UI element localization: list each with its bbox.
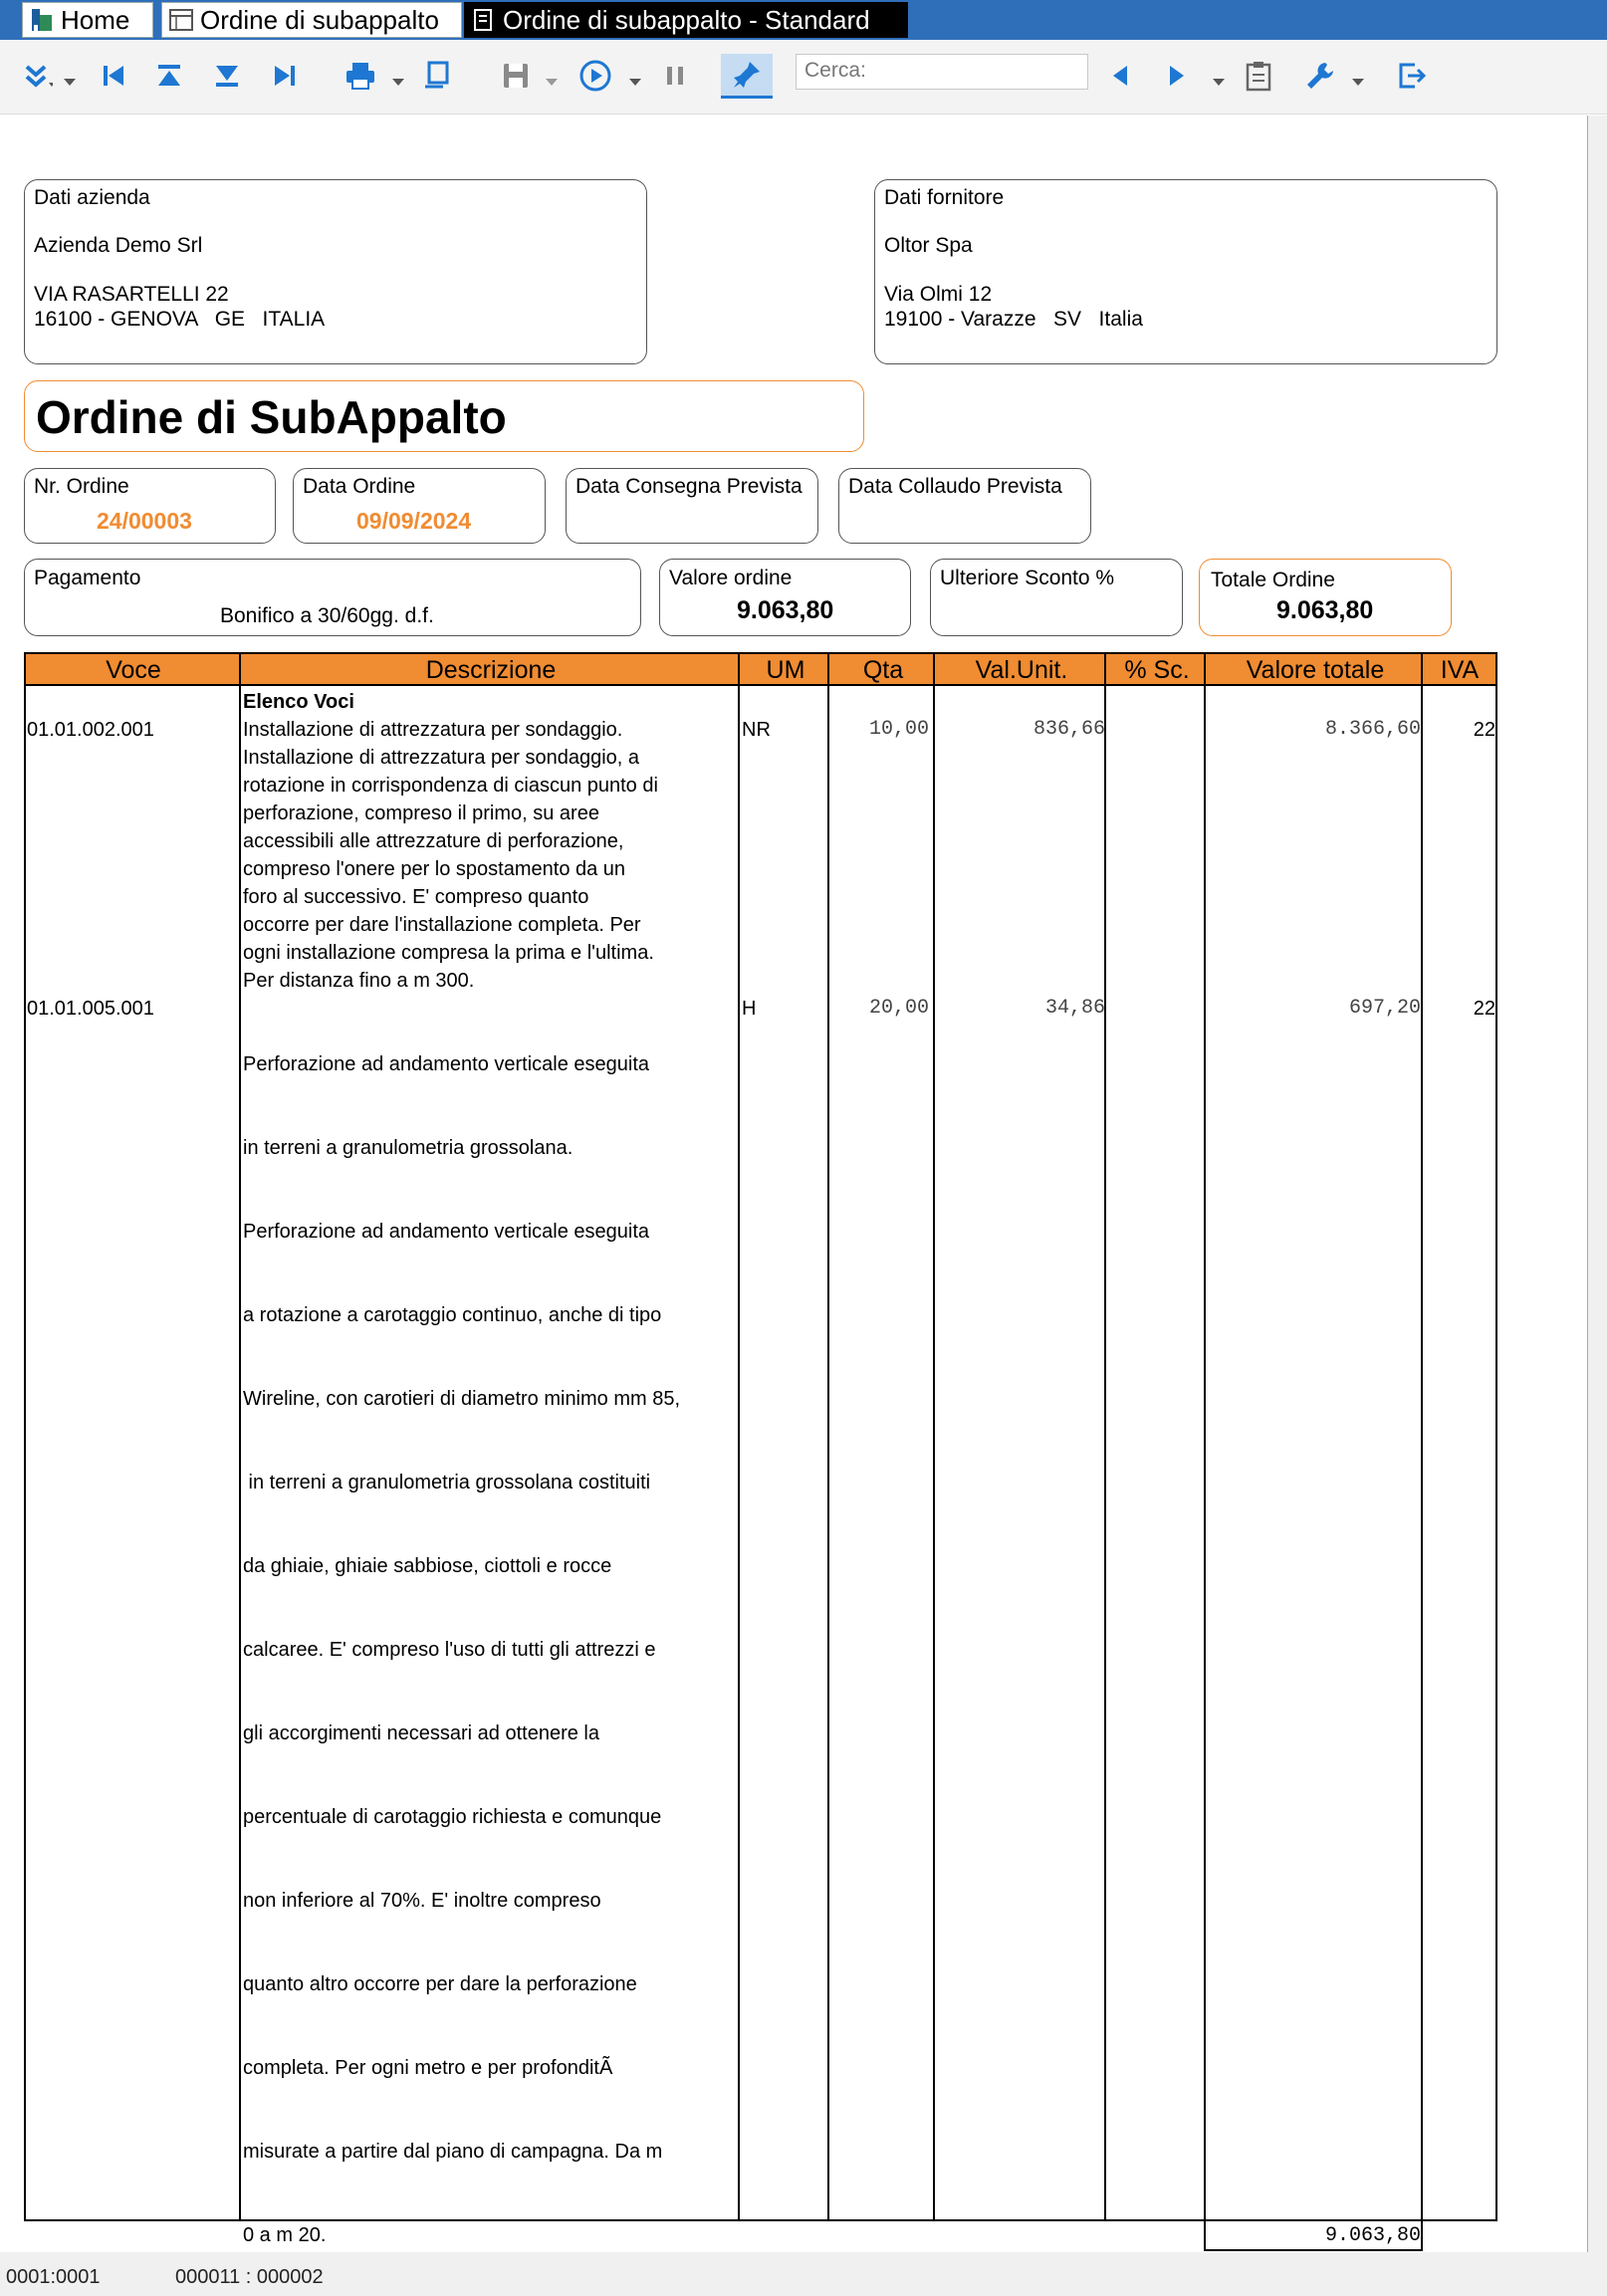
last-record-button[interactable] xyxy=(265,56,305,96)
order-date-value: 09/09/2024 xyxy=(356,508,472,534)
desc-line: percentuale di carotaggio richiesta e comunque xyxy=(243,1806,662,1828)
row-2-code: 01.01.005.001 xyxy=(27,998,154,1020)
print-dropdown-arrow[interactable] xyxy=(392,74,404,92)
test-date-label: Data Collaudo Prevista xyxy=(848,475,1062,498)
exit-icon xyxy=(1395,59,1429,93)
play-icon xyxy=(578,59,612,93)
col-divider xyxy=(933,652,935,2221)
header-iva: IVA xyxy=(1440,656,1480,684)
company-header: Dati azienda xyxy=(34,186,150,209)
pin-button[interactable] xyxy=(721,54,773,99)
company-address: VIA RASARTELLI 22 xyxy=(34,283,229,306)
desc-line: Perforazione ad andamento verticale eseguita xyxy=(243,1221,650,1243)
row-2-total: 697,20 xyxy=(1348,997,1421,1020)
company-name: Azienda Demo Srl xyxy=(34,234,203,257)
order-number-label: Nr. Ordine xyxy=(34,475,129,498)
tab-ordine-subappalto-standard[interactable] xyxy=(464,2,908,38)
report-tab-icon xyxy=(471,7,497,33)
col-divider xyxy=(1204,652,1206,2221)
vertical-scrollbar[interactable] xyxy=(1587,115,1607,2252)
desc-line: accessibili alle attrezzature di perforazione, xyxy=(243,830,624,852)
row-2-description xyxy=(243,995,731,2277)
desc-line: Installazione di attrezzatura per sondaggio, a xyxy=(243,747,640,769)
next-icon xyxy=(1160,59,1194,93)
header-um: UM xyxy=(766,656,805,684)
wrench-icon xyxy=(1303,59,1337,93)
order-value: 9.063,80 xyxy=(737,596,834,624)
desc-line: calcaree. E' compreso l'uso di tutti gli attrezzi e xyxy=(243,1639,656,1661)
row-1-vat: 22 xyxy=(1473,719,1495,741)
tab-home[interactable] xyxy=(22,2,153,38)
report-button[interactable] xyxy=(418,56,458,96)
order-value-label: Valore ordine xyxy=(669,567,793,589)
expand-button[interactable] xyxy=(16,56,56,96)
save-dropdown-arrow[interactable] xyxy=(546,74,558,92)
status-pages: 000011 : 000002 xyxy=(175,2266,324,2288)
save-button[interactable] xyxy=(496,56,536,96)
prev-button[interactable] xyxy=(1100,56,1140,96)
row-1-um: NR xyxy=(742,719,771,741)
status-bar xyxy=(0,2252,1607,2296)
clipboard-button[interactable] xyxy=(1239,56,1278,96)
pause-icon xyxy=(658,59,692,93)
exit-button[interactable] xyxy=(1392,56,1432,96)
row-1-total: 8.366,60 xyxy=(1324,718,1421,741)
desc-line: Wireline, con carotieri di diametro minimo mm 85, xyxy=(243,1388,681,1410)
col-divider xyxy=(1104,652,1106,2221)
total-order-value: 9.063,80 xyxy=(1276,596,1374,624)
row-1-qty: 10,00 xyxy=(868,718,929,741)
prev-icon xyxy=(1103,59,1137,93)
tab-ordine-subappalto[interactable] xyxy=(161,2,462,38)
print-icon xyxy=(344,59,377,93)
save-icon xyxy=(499,59,533,93)
home-icon xyxy=(29,7,55,33)
row-2-qty: 20,00 xyxy=(868,997,929,1020)
bottom-button[interactable] xyxy=(207,56,247,96)
row-1-unit-price: 836,66 xyxy=(1033,718,1105,741)
first-record-button[interactable] xyxy=(94,56,133,96)
header-sconto: % Sc. xyxy=(1124,656,1190,684)
desc-line: da ghiaie, ghiaie sabbiose, ciottoli e rocce xyxy=(243,1555,612,1577)
row-1-description xyxy=(243,716,731,995)
header-voce: Voce xyxy=(106,656,161,684)
tab-ordine-subappalto-standard-label: Ordine di subappalto - Standard xyxy=(503,4,870,35)
col-divider xyxy=(738,652,740,2221)
wrench-button[interactable] xyxy=(1300,56,1340,96)
header-qta: Qta xyxy=(862,656,904,684)
row-2-vat: 22 xyxy=(1473,998,1495,1020)
row-1-code: 01.01.002.001 xyxy=(27,719,154,741)
desc-line: completa. Per ogni metro e per profonditÃ xyxy=(243,2057,613,2079)
pin-icon xyxy=(730,58,764,92)
desc-line: occorre per dare l'installazione completa. Per xyxy=(243,914,641,936)
col-divider xyxy=(827,652,829,2221)
title-bar xyxy=(0,0,1607,40)
desc-line: rotazione in corrispondenza di ciascun punto di xyxy=(243,775,658,797)
company-city: 16100 - GENOVA GE ITALIA xyxy=(34,308,326,331)
play-button[interactable] xyxy=(575,56,615,96)
section-title: Elenco Voci xyxy=(243,691,354,713)
items-table-header xyxy=(24,652,1497,686)
desc-line: misurate a partire dal piano di campagna. Da m xyxy=(243,2141,663,2163)
delivery-date-label: Data Consegna Prevista xyxy=(575,475,803,498)
desc-line: in terreni a granulometria grossolana costituiti xyxy=(243,1472,651,1493)
clipboard-icon xyxy=(1242,59,1275,93)
header-val-unit: Val.Unit. xyxy=(975,656,1068,684)
top-button[interactable] xyxy=(149,56,189,96)
expand-icon xyxy=(19,59,53,93)
desc-line: Installazione di attrezzatura per sondaggio. xyxy=(243,719,623,741)
first-record-icon xyxy=(97,59,130,93)
next-dropdown-arrow[interactable] xyxy=(1213,74,1225,92)
tab-home-label: Home xyxy=(61,4,130,35)
supplier-name: Oltor Spa xyxy=(884,234,973,257)
desc-line: Per distanza fino a m 300. xyxy=(243,970,475,992)
payment-value: Bonifico a 30/60gg. d.f. xyxy=(220,604,434,627)
desc-line: foro al successivo. E' compreso quanto xyxy=(243,886,589,908)
supplier-address: Via Olmi 12 xyxy=(884,283,993,306)
report-icon xyxy=(421,59,455,93)
expand-dropdown-arrow[interactable] xyxy=(64,74,76,92)
form-icon xyxy=(168,7,194,33)
col-divider xyxy=(1421,652,1423,2221)
desc-line: non inferiore al 70%. E' inoltre compreso xyxy=(243,1890,601,1912)
desc-line: Perforazione ad andamento verticale eseguita xyxy=(243,1053,650,1075)
search-input[interactable]: Cerca: xyxy=(796,54,1088,90)
desc-line: perforazione, compreso il primo, su aree xyxy=(243,803,599,824)
top-icon xyxy=(152,59,186,93)
document-title: Ordine di SubAppalto xyxy=(36,391,507,443)
order-number-value: 24/00003 xyxy=(97,508,192,534)
desc-line: 0 a m 20. xyxy=(243,2224,327,2246)
supplier-header: Dati fornitore xyxy=(884,186,1005,209)
discount-label: Ulteriore Sconto % xyxy=(940,567,1115,589)
order-date-label: Data Ordine xyxy=(303,475,416,498)
desc-line: gli accorgimenti necessari ad ottenere la xyxy=(243,1722,599,1744)
row-2-um: H xyxy=(742,998,757,1020)
print-button[interactable] xyxy=(341,56,380,96)
play-dropdown-arrow[interactable] xyxy=(629,74,641,92)
payment-label: Pagamento xyxy=(34,567,141,589)
next-button[interactable] xyxy=(1157,56,1197,96)
total-order-label: Totale Ordine xyxy=(1211,569,1335,591)
col-divider xyxy=(239,652,241,2221)
desc-line: quanto altro occorre per dare la perforazione xyxy=(243,1973,637,1995)
desc-line: in terreni a granulometria grossolana. xyxy=(243,1137,574,1159)
header-descrizione: Descrizione xyxy=(425,656,557,684)
pause-button[interactable] xyxy=(655,56,695,96)
header-valore-totale: Valore totale xyxy=(1246,656,1385,684)
wrench-dropdown-arrow[interactable] xyxy=(1352,74,1364,92)
tab-ordine-subappalto-label: Ordine di subappalto xyxy=(200,4,439,35)
desc-line: a rotazione a carotaggio continuo, anche di tipo xyxy=(243,1304,662,1326)
grand-total: 9.063,80 xyxy=(1324,2224,1421,2247)
bottom-icon xyxy=(210,59,244,93)
supplier-city: 19100 - Varazze SV Italia xyxy=(884,308,1143,331)
row-2-unit-price: 34,86 xyxy=(1044,997,1105,1020)
desc-line: compreso l'onere per lo spostamento da un xyxy=(243,858,626,880)
last-record-icon xyxy=(268,59,302,93)
status-record: 0001:0001 xyxy=(6,2266,101,2288)
desc-line: ogni installazione compresa la prima e l'ultima. xyxy=(243,942,654,964)
